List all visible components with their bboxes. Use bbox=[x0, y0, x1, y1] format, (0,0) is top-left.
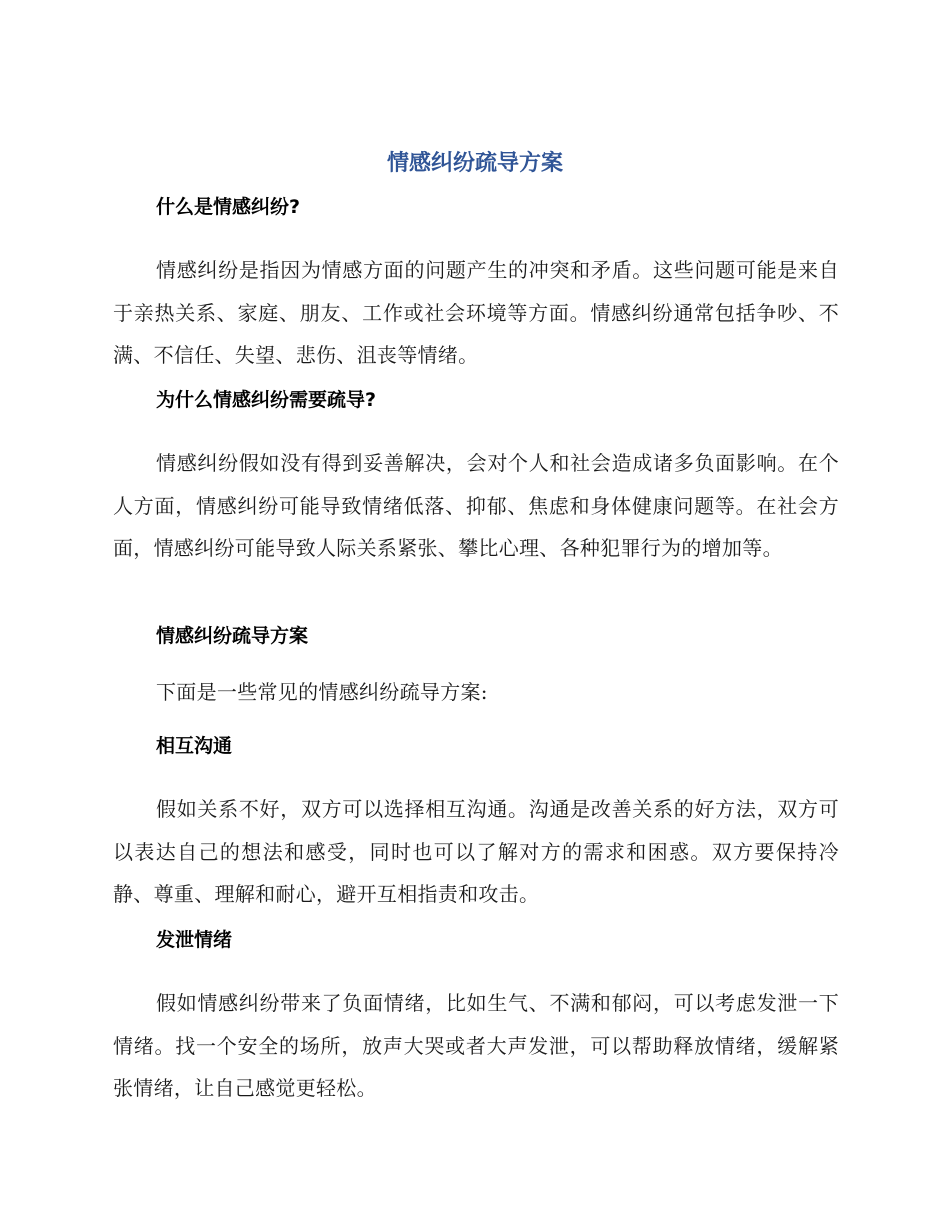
section-solutions bbox=[113, 622, 839, 714]
section-paragraph: 假如关系不好，双方可以选择相互沟通。沟通是改善关系的好方法，双方可以表达自己的想法和感受，同时也可以了解对方的需求和困惑。双方要保持冷静、尊重、理解和耐心，避开互相指责和攻击。 bbox=[113, 797, 839, 906]
section-heading: 什么是情感纠纷? bbox=[156, 196, 301, 218]
section-paragraph: 情感纠纷是指因为情感方面的问题产生的冲突和矛盾。这些问题可能是来自于亲热关系、家庭、朋友、工作或社会环境等方面。情感纠纷通常包括争吵、不满、不信任、失望、悲伤、沮丧等情绪。 bbox=[113, 258, 839, 367]
section-heading: 发泄情绪 bbox=[156, 929, 233, 951]
section-why-needed bbox=[113, 386, 839, 570]
section-what-is bbox=[113, 193, 839, 377]
section-heading: 相互沟通 bbox=[156, 735, 233, 757]
section-heading: 情感纠纷疏导方案 bbox=[156, 625, 309, 647]
page-title: 情感纠纷疏导方案 bbox=[386, 151, 563, 176]
section-paragraph: 假如情感纠纷带来了负面情绪，比如生气、不满和郁闷，可以考虑发泄一下情绪。找一个安全的场所，放声大哭或者大声发泄，可以帮助释放情绪，缓解紧张情绪，让自己感觉更轻松。 bbox=[113, 991, 839, 1100]
section-paragraph: 下面是一些常见的情感纠纷疏导方案: bbox=[156, 680, 488, 704]
section-communication bbox=[113, 732, 839, 916]
section-vent-emotions bbox=[113, 926, 839, 1110]
section-heading: 为什么情感纠纷需要疏导? bbox=[156, 389, 377, 411]
section-paragraph: 情感纠纷假如没有得到妥善解决，会对个人和社会造成诸多负面影响。在个人方面，情感纠纷可能导致情绪低落、抑郁、焦虑和身体健康问题等。在社会方面，情感纠纷可能导致人际关系紧张、攀比心理、各种犯罪行为的增加等。 bbox=[113, 451, 839, 560]
